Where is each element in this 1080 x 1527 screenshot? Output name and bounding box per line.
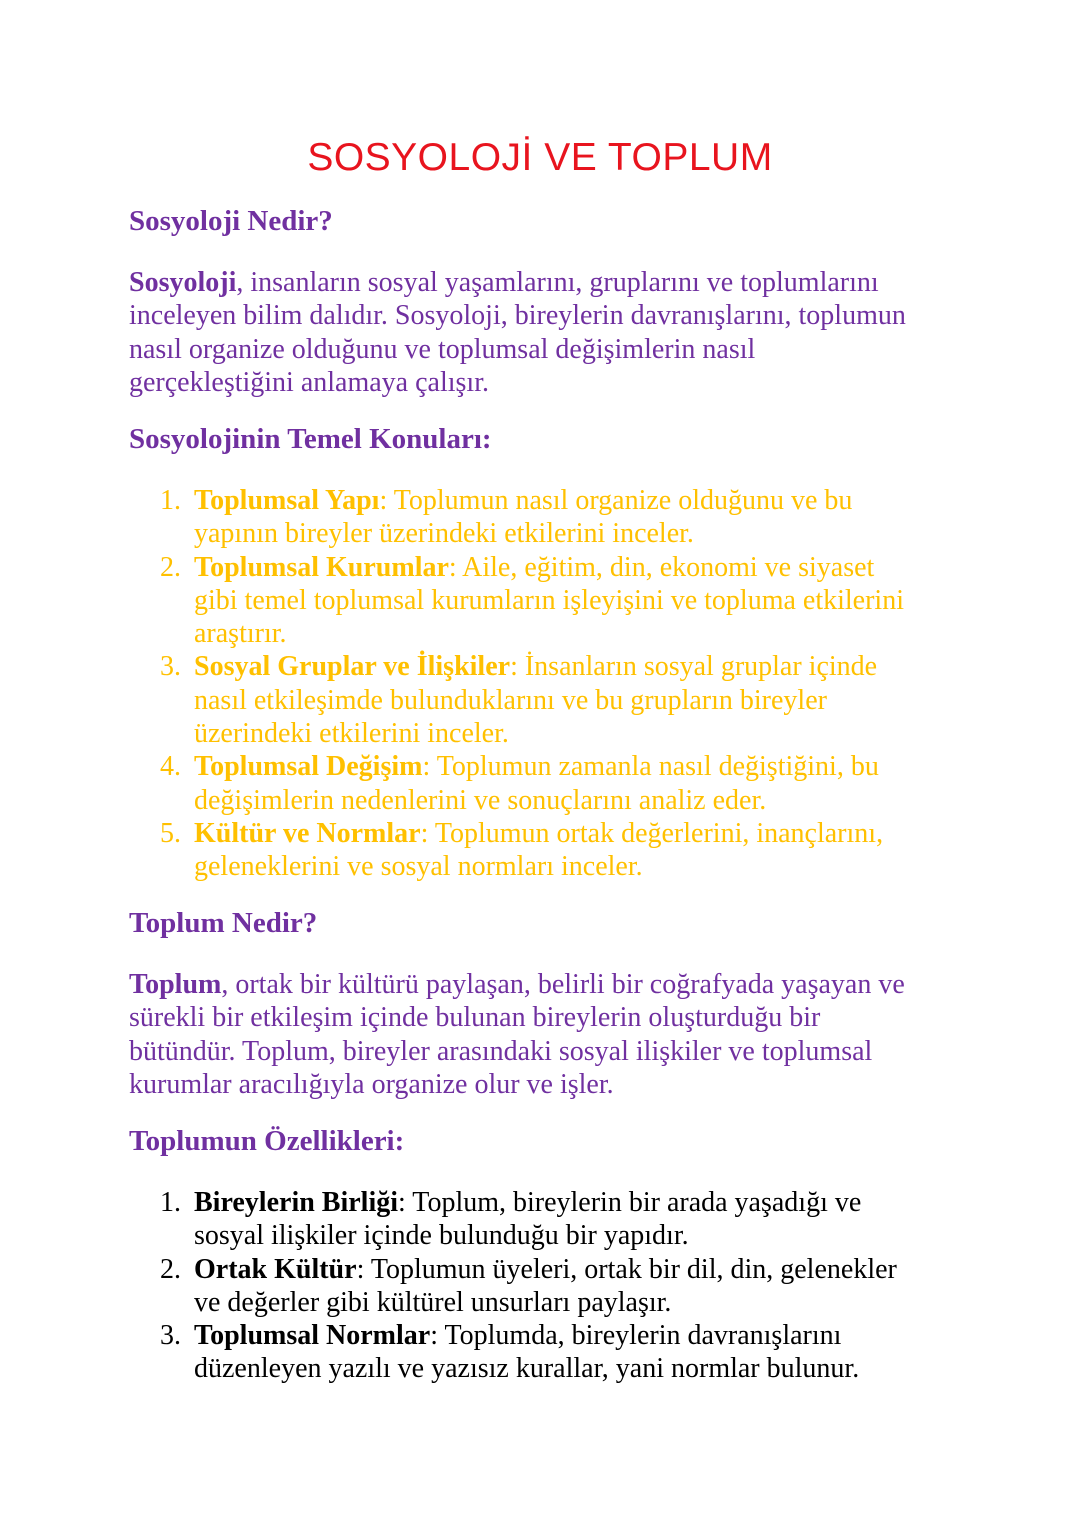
paragraph-line: gerçekleştiğini anlamaya çalışır. (129, 366, 489, 398)
list-item-line: : Toplumun ortak değerlerini, inançlarını, (420, 817, 884, 849)
list-item-line: değişimlerin nedenlerini ve sonuçlarını analiz eder. (194, 784, 767, 816)
list-item-line: araştırır. (194, 618, 287, 650)
list-item-term: Sosyal Gruplar ve İlişkiler (194, 651, 511, 683)
list-number: 1. (160, 485, 181, 516)
list-item-term: Toplumsal Yapı (194, 485, 380, 516)
list-item-line: : Toplumun üyeleri, ortak bir dil, din, gelenekler (356, 1253, 897, 1285)
temel-konular-list (130, 484, 930, 884)
paragraph-line: nasıl organize olduğunu ve toplumsal değişimlerin nasıl (129, 333, 756, 365)
section-heading-sosyoloji: Sosyoloji Nedir? (129, 205, 333, 237)
section-heading-temel-konular: Sosyolojinin Temel Konuları: (129, 423, 492, 455)
list-item (130, 817, 930, 884)
list-number: 2. (160, 551, 181, 583)
paragraph-line: , ortak bir kültürü paylaşan, belirli bir coğrafyada yaşayan ve (221, 969, 905, 1000)
list-item-term: Toplumsal Normlar (194, 1320, 431, 1352)
list-item-line: ve değerler gibi kültürel unsurları paylaşır. (194, 1286, 672, 1318)
list-item-term: Bireylerin Birliği (194, 1187, 399, 1218)
paragraph-line: kurumlar aracılığıyla organize olur ve işler. (129, 1068, 614, 1100)
list-item-line: düzenleyen yazılı ve yazısız kurallar, yani normlar bulunur. (194, 1353, 860, 1385)
list-item-line: yapının bireyler üzerindeki etkilerini inceler. (194, 518, 694, 550)
paragraph-line: , insanların sosyal yaşamlarını, gruplarını ve toplumlarını (236, 267, 879, 298)
list-item-line: geleneklerini ve sosyal normları inceler. (194, 851, 643, 883)
list-number: 2. (160, 1253, 181, 1285)
list-item-line: : Aile, eğitim, din, ekonomi ve siyaset (448, 551, 875, 583)
list-item (130, 1186, 930, 1253)
paragraph-toplum (129, 968, 959, 1101)
list-item (130, 750, 930, 817)
page-title: SOSYOLOJİ VE TOPLUM (307, 136, 773, 179)
list-item (130, 1319, 930, 1386)
list-item-line: : Toplumun zamanla nasıl değiştiğini, bu (422, 751, 879, 783)
list-item (130, 1253, 930, 1320)
ozellikler-list (130, 1186, 930, 1386)
list-item-line: : Toplum, bireylerin bir arada yaşadığı ve (398, 1187, 862, 1218)
list-number: 3. (160, 1320, 181, 1352)
term-sosyoloji: Sosyoloji (129, 267, 237, 298)
paragraph-line: inceleyen bilim dalıdır. Sosyoloji, bireylerin davranışlarını, toplumun (129, 300, 906, 332)
list-item (130, 484, 930, 551)
list-number: 1. (160, 1187, 181, 1218)
list-number: 4. (160, 751, 181, 783)
list-number: 5. (160, 817, 181, 849)
list-item (130, 650, 930, 750)
term-toplum: Toplum (129, 969, 222, 1000)
list-item-line: : Toplumun nasıl organize olduğunu ve bu (379, 485, 853, 516)
list-item-line: : Toplumda, bireylerin davranışlarını (430, 1320, 842, 1352)
list-item-line: üzerindeki etkilerini inceler. (194, 718, 509, 750)
paragraph-line: sürekli bir etkileşim içinde bulunan bireylerin oluşturduğu bir (129, 1002, 821, 1034)
list-item (130, 551, 930, 651)
list-item-term: Ortak Kültür (194, 1253, 357, 1285)
list-item-line: : İnsanların sosyal gruplar içinde (510, 651, 878, 683)
list-item-line: sosyal ilişkiler içinde bulunduğu bir yapıdır. (194, 1220, 689, 1252)
list-item-line: gibi temel toplumsal kurumların işleyişini ve topluma etkilerini (194, 584, 904, 616)
list-item-term: Toplumsal Kurumlar (194, 551, 449, 583)
section-heading-ozellikler: Toplumun Özellikleri: (129, 1125, 405, 1157)
list-number: 3. (160, 651, 181, 683)
list-item-term: Toplumsal Değişim (194, 751, 423, 783)
list-item-line: nasıl etkileşimde bulunduklarını ve bu grupların bireyler (194, 684, 827, 716)
paragraph-line: bütündür. Toplum, bireyler arasındaki sosyal ilişkiler ve toplumsal (129, 1035, 873, 1067)
list-item-term: Kültür ve Normlar (194, 817, 421, 849)
paragraph-sosyoloji (129, 266, 959, 399)
section-heading-toplum: Toplum Nedir? (129, 907, 318, 939)
